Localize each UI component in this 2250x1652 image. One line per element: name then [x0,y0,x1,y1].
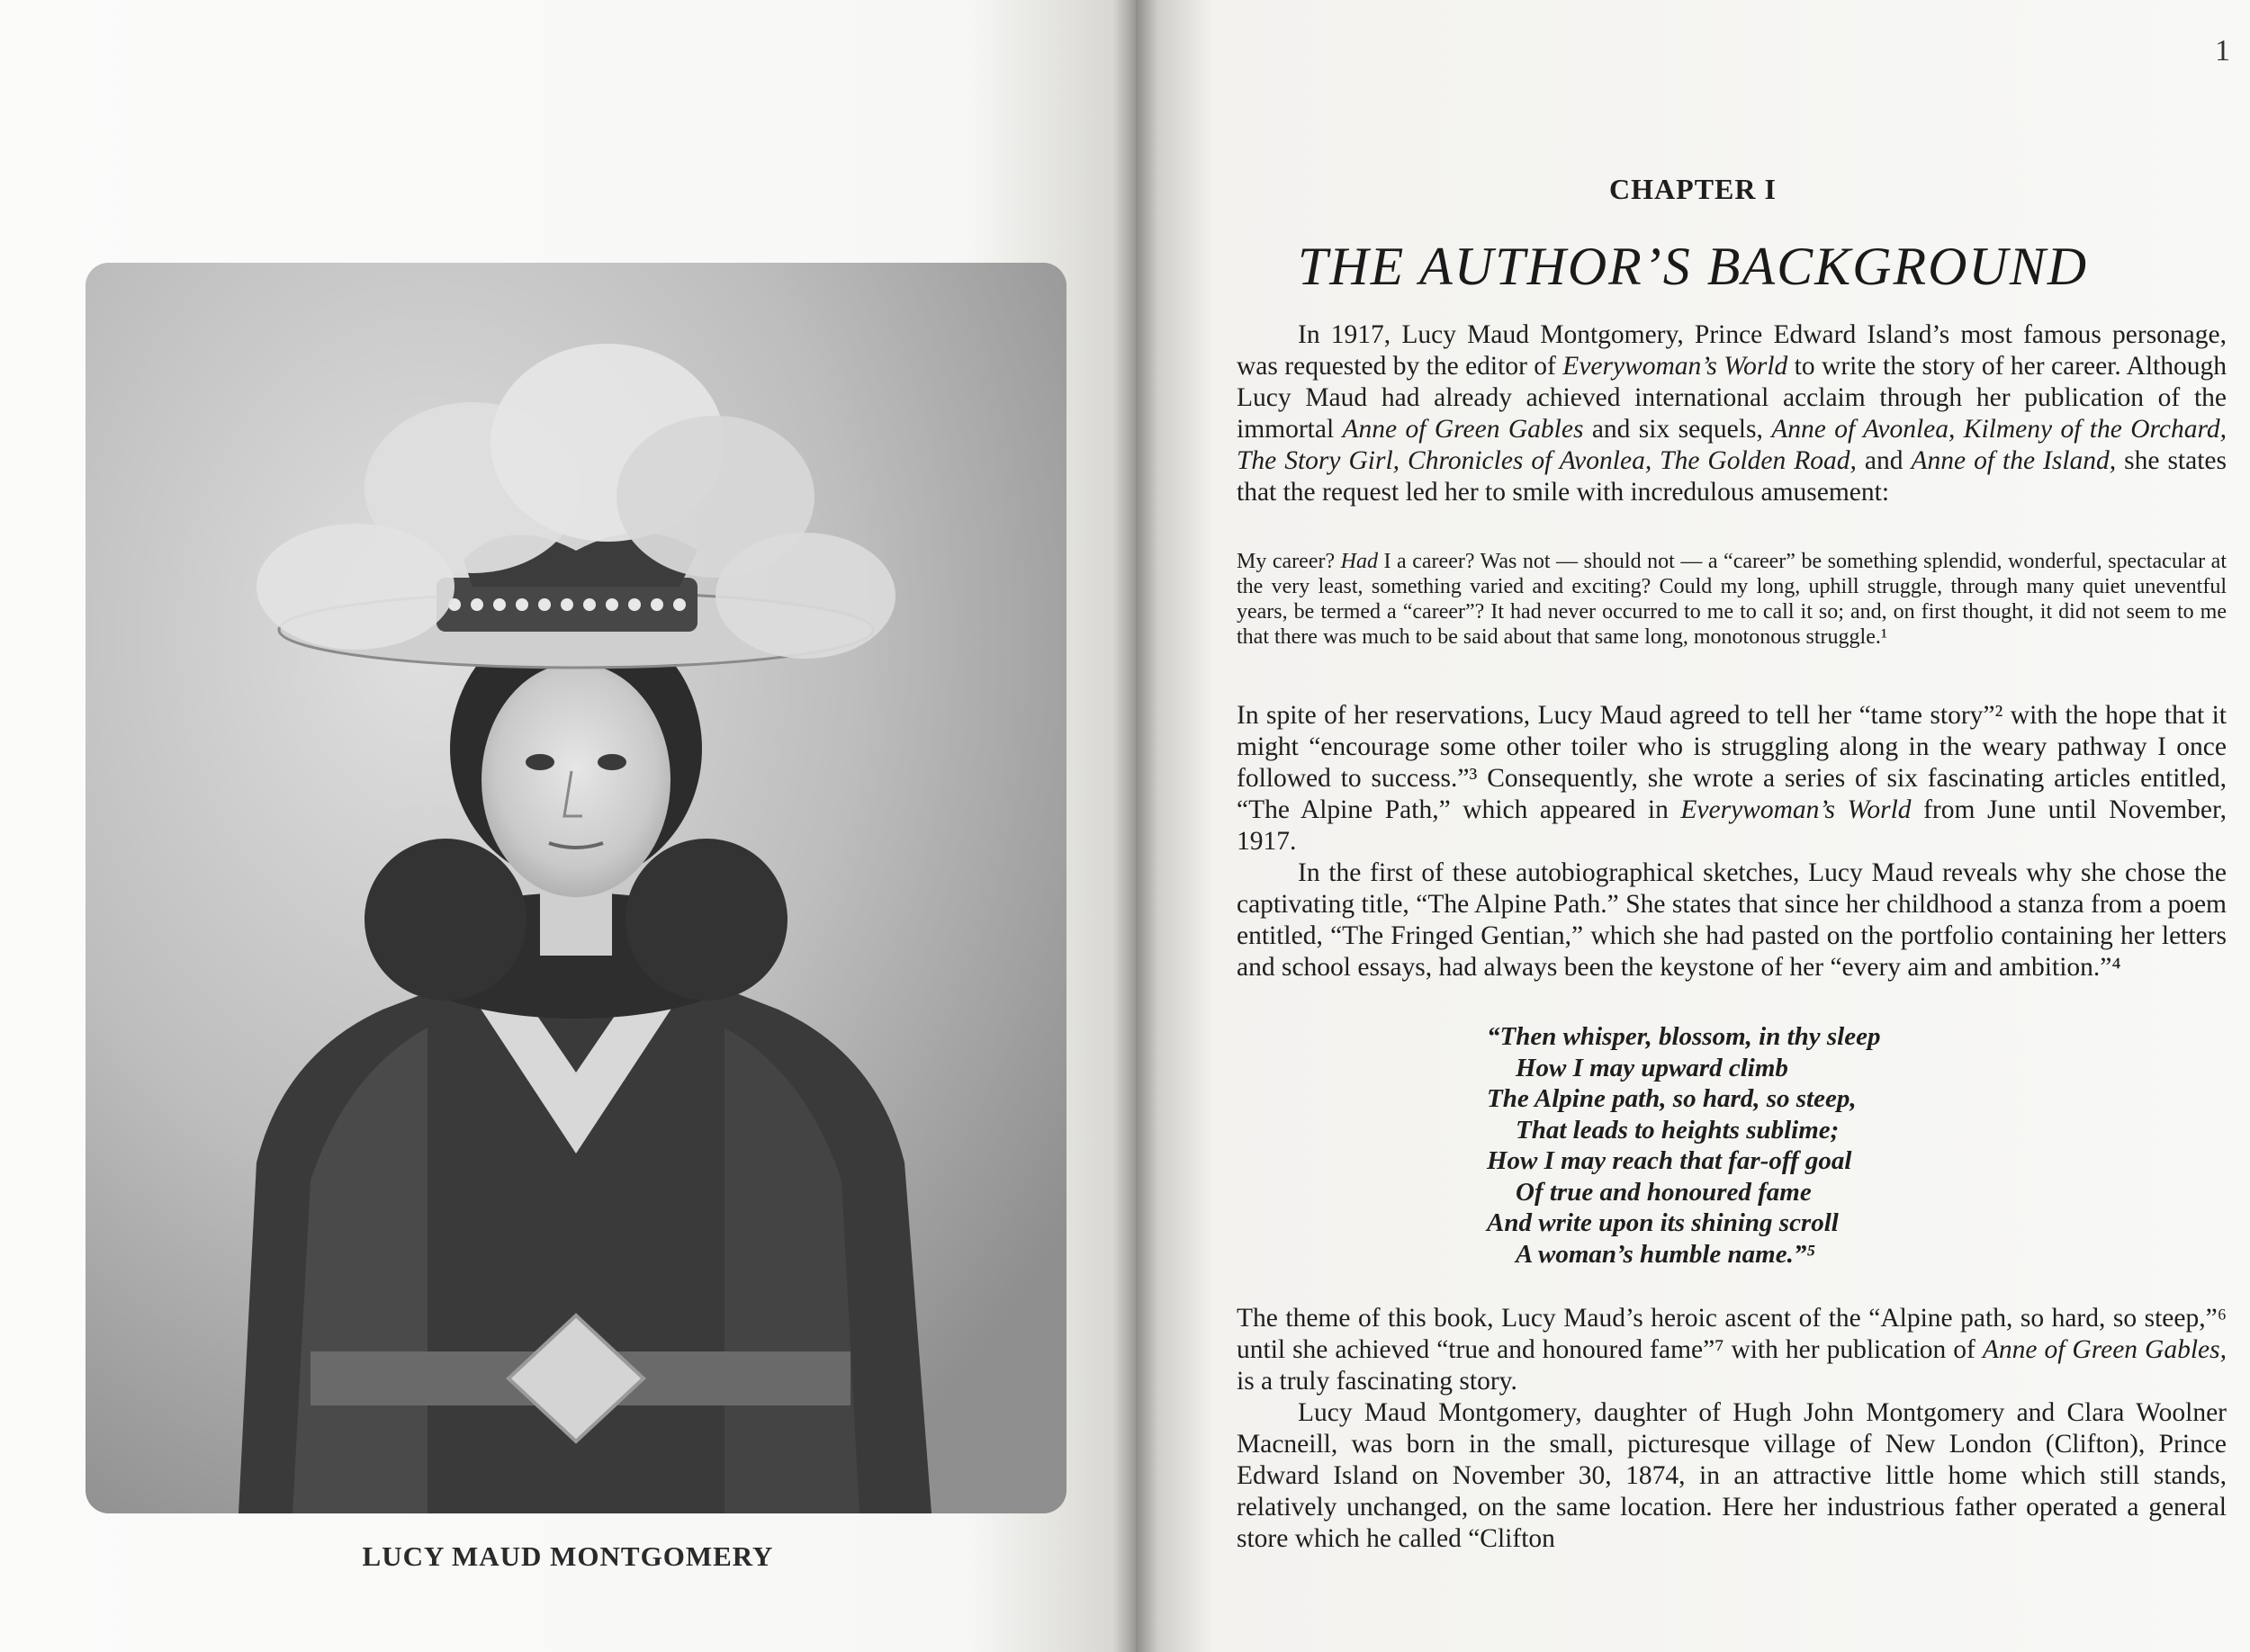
paragraph-5: Lucy Maud Montgomery, daughter of Hugh John Montgomery and Clara Woolner Macneill, was born in the small, picturesque village of New London (Clifton), Prince Edward Island on November 30, 1874, in an attractive little home which still stands, relatively unchanged, on the same location. Here her industrious father operated a general store which he called “Clifton [1237,1398,2227,1553]
chapter-title: THE AUTHOR’S BACKGROUND [1297,237,2089,296]
right-page [1136,0,2250,1652]
portrait-illustration [86,263,1066,1513]
poem-stanza: “Then whisper, blossom, in thy sleep How I may upward climb The Alpine path, so hard, so steep, That leads to heights sublime; How I may reach that far-off goal Of true and honoured fame And write upon its shining scroll A woman’s humble name.”⁵ [1487,1022,1881,1269]
block-quote: My career? Had I a career? Was not — should not — a “career” be something splendid, wonderful, spectacular at the very least, something varied and exciting? Could my long, uphill struggle, through many quiet uneventful years, be termed a “career”? It had never occurred to me to call it so; and, on first thought, it did not seem to me that there was much to be said about that same long, monotonous struggle.¹ [1237,550,2227,649]
paragraph-3: In the first of these autobiographical sketches, Lucy Maud reveals why she chose the captivating title, “The Alpine Path.” She states that since her childhood a stanza from a poem entitled, “The Fringed Gentian,” which she had pasted on the portfolio containing her letters and school essays, had always been the keystone of her “every aim and ambition.”⁴ [1237,858,2227,982]
chapter-label: CHAPTER I [1609,173,1777,205]
page-number: 1 [2215,34,2230,67]
paragraph-2: In spite of her reservations, Lucy Maud agreed to tell her “tame story”² with the hope that it might “encourage some other toiler who is struggling along in the weary pathway I once followed to success.”³ Consequently, she wrote a series of six fascinating articles entitled, “The Alpine Path,” which appeared in Everywoman’s World from June until November, 1917. In the first of these autobiographical sketches, Lucy Maud reveals why she chose the captivating title, “The Alpine Path.” She states that since her childhood a stanza from a poem entitled, “The Fringed Gentian,” which she had pasted on the portfolio containing her letters and school essays, had always been the keystone of her “every aim and ambition.”⁴ [1237,701,2227,982]
paragraph-4: The theme of this book, Lucy Maud’s heroic ascent of the “Alpine path, so hard, so steep,”⁶ until she achieved “true and honoured fame”⁷ with her publication of Anne of Green Gables, is a truly fascinating story. Lucy Maud Montgomery, daughter of Hugh John Montgomery and Clara Woolner Macneill, was born in the small, picturesque village of New London (Clifton), Prince Edward Island on November 30, 1874, in an attractive little home which still stands, relatively unchanged, on the same location. Here her industrious father operated a general store which he called “Clifton [1237,1304,2227,1553]
photo-caption: LUCY MAUD MONTGOMERY [362,1540,774,1572]
portrait-photo [86,263,1066,1513]
paragraph-1: In 1917, Lucy Maud Montgomery, Prince Edward Island’s most famous personage, was requested by the editor of Everywoman’s World to write the story of her career. Although Lucy Maud had already achieved international acclaim through her publication of the immortal Anne of Green Gables and six sequels, Anne of Avonlea, Kilmeny of the Orchard, The Story Girl, Chronicles of Avonlea, The Golden Road, and Anne of the Island, she states that the request led her to smile with incredulous amusement: [1237,320,2227,507]
